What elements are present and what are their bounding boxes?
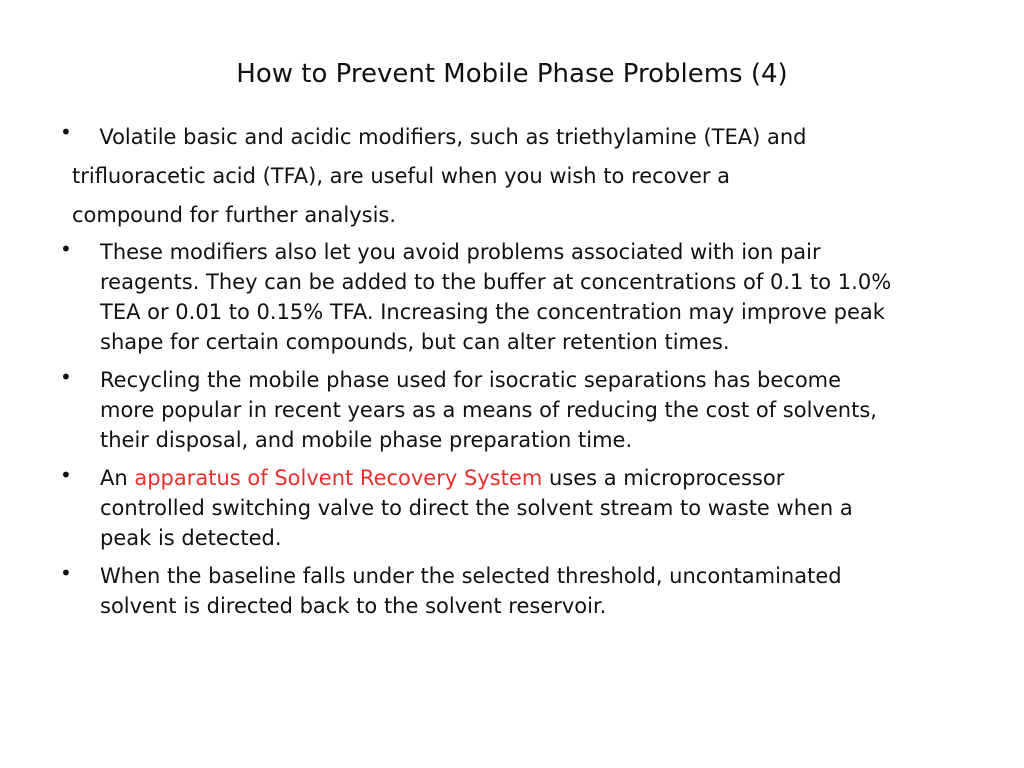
highlighted-term: apparatus of Solvent Recovery System (134, 466, 543, 490)
slide-title: How to Prevent Mobile Phase Problems (4) (236, 59, 788, 89)
bullet-4-line-1 (100, 463, 990, 493)
bullet-dot-icon: • (60, 561, 72, 585)
bullet-item-2 (60, 237, 990, 357)
bullet-2-line-1: These modifiers also let you avoid problems associated with ion pair (100, 240, 821, 264)
bullet-4-line-2: controlled switching valve to direct the solvent stream to waste when a (100, 496, 853, 520)
bullet-2-line-4: shape for certain compounds, but can alter retention times. (100, 330, 730, 354)
bullet-1-line-1: Volatile basic and acidic modifiers, such as triethylamine (TEA) and (86, 125, 807, 149)
bullet-2-line-2: reagents. They can be added to the buffer at concentrations of 0.1 to 1.0% (100, 270, 892, 294)
bullet-3-line-1: Recycling the mobile phase used for isocratic separations has become (100, 368, 842, 392)
bullet-dot-icon: • (60, 120, 72, 144)
bullet-4-line-3: peak is detected. (100, 526, 282, 550)
bullet-item-4 (60, 463, 990, 553)
bullet-3-line-2: more popular in recent years as a means of reducing the cost of solvents, (100, 398, 877, 422)
bullet-5-line-2: solvent is directed back to the solvent reservoir. (100, 594, 607, 618)
bullet-item-5 (60, 561, 990, 621)
bullet-dot-icon: • (60, 365, 72, 389)
bullet-item-3 (60, 365, 990, 455)
bullet-list (60, 118, 990, 629)
bullet-4-prefix: An (100, 466, 135, 490)
bullet-3-line-3: their disposal, and mobile phase preparation time. (100, 428, 633, 452)
bullet-dot-icon: • (60, 237, 72, 261)
bullet-item-1 (60, 118, 990, 235)
bullet-1-line-2: trifluoracetic acid (TFA), are useful when you wish to recover a (72, 164, 731, 188)
bullet-dot-icon: • (60, 463, 72, 487)
bullet-2-line-3: TEA or 0.01 to 0.15% TFA. Increasing the concentration may improve peak (100, 300, 885, 324)
bullet-4-suffix: uses a microprocessor (542, 466, 785, 490)
bullet-1-line-3: compound for further analysis. (72, 203, 397, 227)
bullet-5-line-1: When the baseline falls under the selected threshold, uncontaminated (100, 564, 842, 588)
